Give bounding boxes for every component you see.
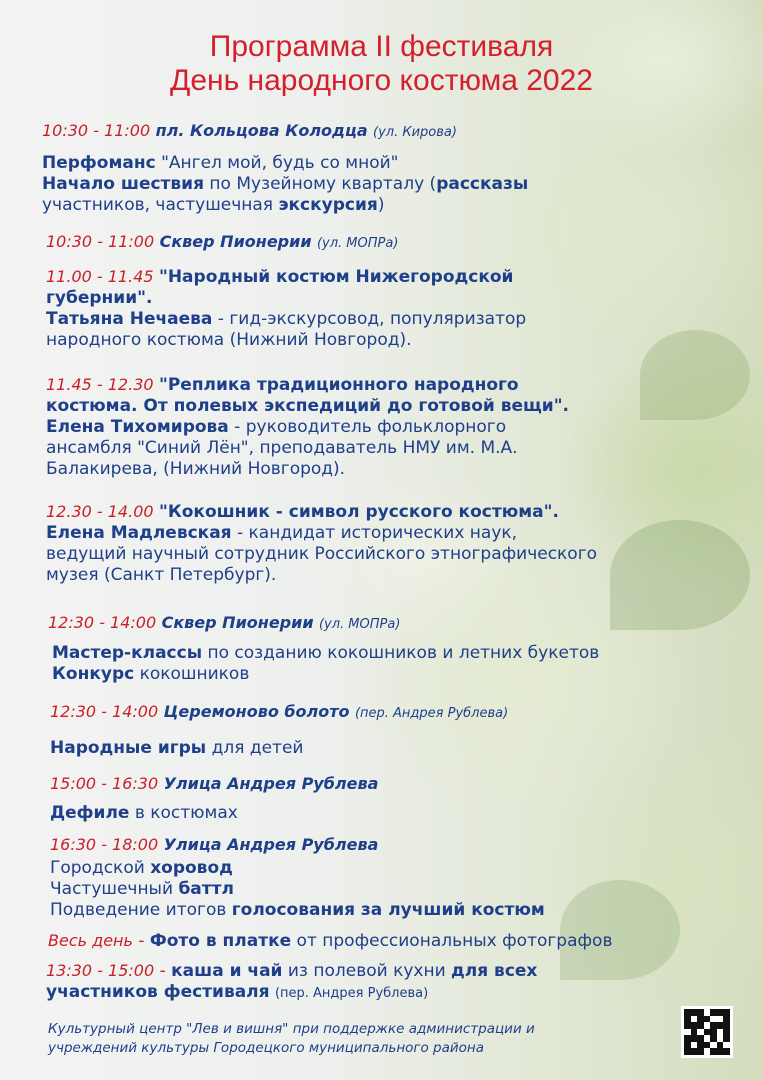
qr-code-icon[interactable] xyxy=(681,1006,733,1058)
event-skver xyxy=(46,231,398,254)
event-text: в костюмах xyxy=(129,803,238,823)
footer-organizers xyxy=(48,1020,535,1058)
event-text: ведущий научный сотрудник Российского этнографического xyxy=(46,544,598,564)
event-kasha xyxy=(46,960,537,1004)
event-kolodca xyxy=(42,120,528,216)
event-text: ансамбля "Синий Лён", преподаватель НМУ им. М.А. xyxy=(46,438,518,458)
event-time: 13:30 - 15:00 xyxy=(46,961,155,980)
event-madlevskaya xyxy=(46,501,597,586)
event-highlight: участников фестиваля xyxy=(46,982,270,1002)
event-text: из полевой кухни xyxy=(282,961,452,981)
event-horovod xyxy=(50,834,545,921)
event-time: 10:30 - 11:00 xyxy=(42,121,151,140)
event-text: - руководитель фольклорного xyxy=(228,417,507,437)
event-title: "Реплика традиционного народного xyxy=(158,375,519,395)
event-text: кокошников xyxy=(134,664,250,684)
event-highlight: для всех xyxy=(451,961,538,981)
event-text: "Ангел мой, будь со мной" xyxy=(155,153,399,173)
event-highlight: Перфоманс xyxy=(42,153,156,173)
event-highlight: Дефиле xyxy=(50,803,130,823)
leaf-decoration xyxy=(640,330,750,420)
poster-title-line1: Программа II фестиваля xyxy=(209,30,554,63)
event-text: музея (Санкт Петербург). xyxy=(46,565,277,585)
event-time: 10:30 - 11:00 xyxy=(46,232,155,251)
event-tihomirova xyxy=(46,374,569,480)
event-place: пл. Кольцова Колодца xyxy=(155,121,368,140)
event-dash: - xyxy=(154,961,172,981)
event-text: участников, частушечная xyxy=(42,195,279,215)
event-photo xyxy=(48,930,612,952)
event-title: костюма. От полевых экспедиций до готовой вещи". xyxy=(46,396,570,416)
event-time: 15:00 - 16:30 xyxy=(50,774,159,793)
event-address: (ул. МОПРа) xyxy=(318,617,401,632)
event-highlight: баттл xyxy=(178,879,234,899)
event-defile xyxy=(50,773,378,824)
event-speaker: Елена Тихомирова xyxy=(46,417,229,437)
event-text: от профессиональных фотографов xyxy=(291,931,613,951)
event-place: Сквер Пионерии xyxy=(161,613,314,632)
event-address: (пер. Андрея Рублева) xyxy=(274,986,429,1001)
event-title: "Кокошник - символ русского костюма". xyxy=(158,502,559,522)
leaf-decoration xyxy=(610,520,750,630)
event-highlight: Народные игры xyxy=(50,738,207,758)
event-games xyxy=(50,701,508,759)
event-highlight: хоровод xyxy=(150,858,233,878)
event-text: - кандидат исторических наук, xyxy=(231,523,518,543)
event-text: по созданию кокошников и летних букетов xyxy=(202,643,600,663)
event-time: 12:30 - 14:00 xyxy=(50,702,159,721)
footer-line2: учреждений культуры Городецкого муниципального района xyxy=(48,1040,485,1056)
event-time: 16:30 - 18:00 xyxy=(50,835,159,854)
event-place: Улица Андрея Рублева xyxy=(163,774,379,793)
event-nechaeva xyxy=(46,266,526,351)
event-highlight: голосования за лучший костюм xyxy=(231,900,545,920)
event-address: (ул. МОПРа) xyxy=(316,236,399,251)
event-title: "Народный костюм Нижегородской xyxy=(158,267,514,287)
event-text: Частушечный xyxy=(50,879,179,899)
event-highlight: Начало шествия xyxy=(42,174,204,194)
event-text: ) xyxy=(377,195,385,215)
event-time: 11.45 - 12.30 xyxy=(46,375,154,394)
event-place: Улица Андрея Рублева xyxy=(163,835,379,854)
event-text: для детей xyxy=(206,738,304,758)
event-highlight: рассказы xyxy=(436,174,529,194)
event-title: губернии". xyxy=(46,288,153,308)
event-time: 12:30 - 14:00 xyxy=(48,613,157,632)
event-highlight: Конкурс xyxy=(52,664,135,684)
event-address: (пер. Андрея Рублева) xyxy=(354,706,509,721)
event-dash: - xyxy=(132,931,150,951)
event-speaker: Елена Мадлевская xyxy=(46,523,232,543)
event-text: Городской xyxy=(50,858,151,878)
event-text: Подведение итогов xyxy=(50,900,232,920)
event-speaker: Татьяна Нечаева xyxy=(46,309,213,329)
event-text: народного костюма (Нижний Новгород). xyxy=(46,330,412,350)
footer-line1: Культурный центр "Лев и вишня" при поддержке администрации и xyxy=(48,1021,535,1037)
event-time: 12.30 - 14.00 xyxy=(46,502,154,521)
event-time: Весь день xyxy=(48,931,133,950)
event-text: по Музейному кварталу ( xyxy=(204,174,437,194)
event-text: - гид-экскурсовод, популяризатор xyxy=(212,309,527,329)
event-place: Церемоново болото xyxy=(163,702,350,721)
poster-title-line2: День народного костюма 2022 xyxy=(170,64,593,97)
event-text: Балакирева, (Нижний Новгород). xyxy=(46,459,346,479)
event-highlight: каша и чай xyxy=(171,961,283,981)
event-time: 11.00 - 11.45 xyxy=(46,267,154,286)
event-highlight: Мастер-классы xyxy=(52,643,203,663)
event-masterclass xyxy=(48,612,599,685)
event-address: (ул. Кирова) xyxy=(373,125,457,140)
event-highlight: экскурсия xyxy=(278,195,378,215)
event-place: Сквер Пионерии xyxy=(159,232,312,251)
event-highlight: Фото в платке xyxy=(149,931,292,951)
